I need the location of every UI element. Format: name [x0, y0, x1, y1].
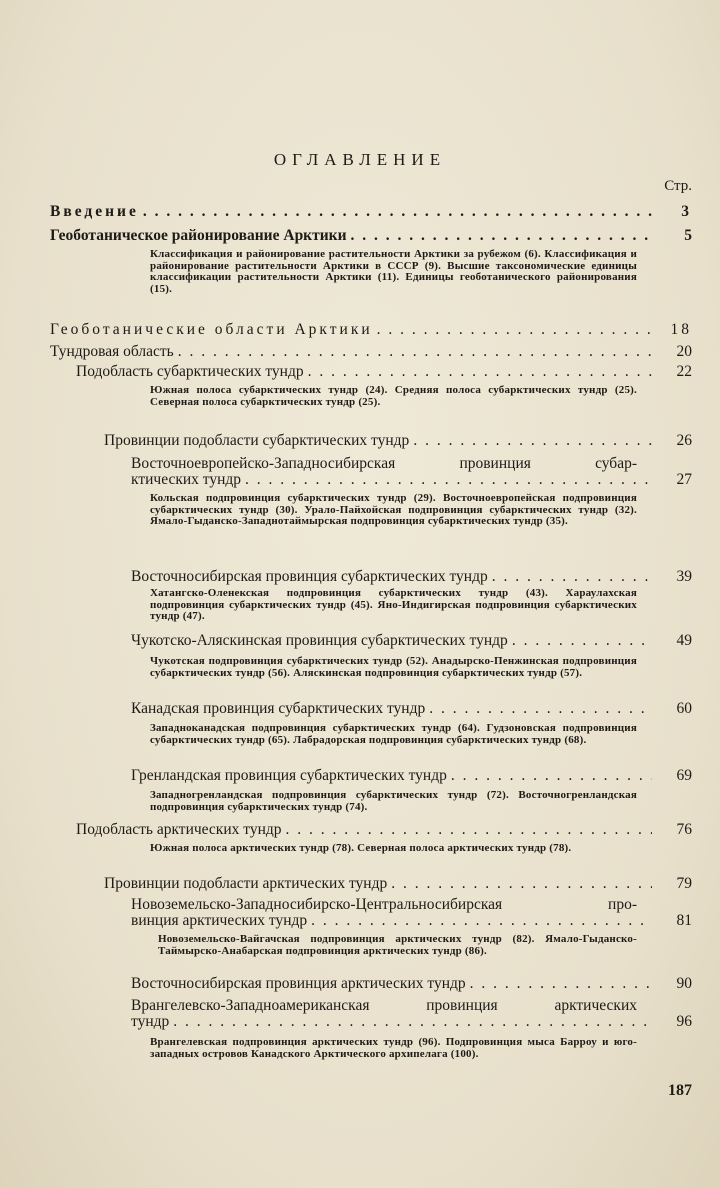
- entry-page: 5: [684, 227, 692, 244]
- entry-title: Геоботаническое районирование Арктики: [50, 227, 347, 244]
- entry-title-line: Новоземельско-Западносибирско-Центральносибирская про-: [131, 896, 637, 913]
- page-title: ОГЛАВЛЕНИЕ: [273, 150, 447, 169]
- dot-leader: [178, 343, 652, 361]
- entry-page: 26: [676, 432, 692, 449]
- entry-description: Западноканадская подпровинция субарктических тундр (64). Гудзоновская подпровинция субарктических тундр (65). Лабрадорская подпровинция субарктических тундр (68).: [150, 722, 637, 746]
- toc-entry[interactable]: [131, 1013, 692, 1031]
- entry-title: Канадская провинция субарктических тундр: [131, 700, 426, 717]
- entry-page: 22: [676, 363, 692, 380]
- entry-page: 39: [676, 568, 692, 585]
- entry-page: 20: [676, 343, 692, 360]
- dot-leader: [245, 471, 652, 489]
- entry-page: 96: [676, 1013, 692, 1030]
- dot-leader: [143, 203, 652, 221]
- entry-title: Гренландская провинция субарктических тундр: [131, 767, 447, 784]
- entry-title: Подобласть арктических тундр: [76, 821, 282, 838]
- entry-title: Восточносибирская провинция арктических тундр: [131, 975, 466, 992]
- dot-leader: [413, 432, 652, 450]
- toc-entry[interactable]: [104, 875, 692, 893]
- entry-title-line: Врангелевско-Западноамериканская провинция арктических: [131, 997, 637, 1014]
- toc-entry[interactable]: [131, 471, 692, 489]
- entry-title: Подобласть субарктических тундр: [76, 363, 304, 380]
- toc-entry[interactable]: [50, 227, 692, 245]
- entry-page: 27: [676, 471, 692, 488]
- entry-page: 79: [676, 875, 692, 892]
- entry-title: Геоботанические области Арктики: [50, 321, 373, 338]
- dot-leader: [391, 875, 652, 893]
- toc-entry[interactable]: [131, 632, 692, 650]
- entry-title: винция арктических тундр: [131, 912, 308, 929]
- page-number: 187: [668, 1082, 692, 1099]
- dot-leader: [512, 632, 652, 650]
- entry-title: Провинции подобласти субарктических тундр: [104, 432, 410, 449]
- entry-page: 49: [676, 632, 692, 649]
- toc-entry[interactable]: [131, 912, 692, 930]
- dot-leader: [351, 227, 652, 245]
- entry-description: Южная полоса субарктических тундр (24). Средняя полоса субарктических тундр (25). Северная полоса субарктических тундр (25).: [150, 384, 637, 408]
- entry-page: 81: [676, 912, 692, 929]
- entry-page: 60: [676, 700, 692, 717]
- entry-title: Чукотско-Аляскинская провинция субарктических тундр: [131, 632, 508, 649]
- entry-page: 18: [670, 321, 692, 338]
- page-column-label: Стр.: [664, 178, 692, 194]
- dot-leader: [377, 321, 652, 339]
- toc-entry[interactable]: [50, 321, 692, 339]
- dot-leader: [308, 363, 652, 381]
- entry-page: 69: [676, 767, 692, 784]
- dot-leader: [451, 767, 652, 785]
- toc-entry[interactable]: [131, 767, 692, 785]
- entry-title-line: Восточноевропейско-Западносибирская провинция субар-: [131, 455, 637, 472]
- entry-title: Восточносибирская провинция субарктических тундр: [131, 568, 488, 585]
- toc-entry[interactable]: [50, 203, 692, 221]
- entry-title: тундр: [131, 1013, 170, 1030]
- entry-description: Чукотская подпровинция субарктических тундр (52). Анадырско-Пенжинская подпровинция субарктических тундр (56). Аляскинская подпровинция субарктических тундр (57).: [150, 655, 637, 679]
- dot-leader: [286, 821, 652, 839]
- entry-title: Тундровая область: [50, 343, 174, 360]
- dot-leader: [173, 1013, 652, 1031]
- entry-title: ктических тундр: [131, 471, 242, 488]
- toc-entry[interactable]: [131, 975, 692, 993]
- entry-description: Западногренландская подпровинция субарктических тундр (72). Восточногренландская подпровинция субарктических тундр (74).: [150, 789, 637, 813]
- toc-entry[interactable]: [131, 568, 692, 586]
- toc-entry[interactable]: [131, 700, 692, 718]
- dot-leader: [470, 975, 652, 993]
- entry-description: Новоземельско-Вайгачская подпровинция арктических тундр (82). Ямало-Гыданско-Таймырско-Анабарская подпровинция арктических тундр (86).: [158, 933, 637, 957]
- toc-entry[interactable]: [50, 343, 692, 361]
- dot-leader: [311, 912, 652, 930]
- entry-description: Южная полоса арктических тундр (78). Северная полоса арктических тундр (78).: [150, 842, 572, 854]
- entry-page: 3: [681, 203, 692, 220]
- entry-title: Провинции подобласти арктических тундр: [104, 875, 388, 892]
- dot-leader: [429, 700, 652, 718]
- dot-leader: [492, 568, 652, 586]
- entry-page: 90: [676, 975, 692, 992]
- entry-description: Кольская подпровинция субарктических тундр (29). Восточноевропейская подпровинция субарктических тундр (30). Урало-Пайхойская подпровинция субарктических тундр (32). Ямало-Гыданско-Западнотаймырская подпровинция субарктических тундр (35).: [150, 492, 637, 527]
- entry-page: 76: [676, 821, 692, 838]
- entry-description: Хатангско-Оленекская подпровинция субарктических тундр (43). Хараулахская подпровинция субарктических тундр (45). Яно-Индигирская подпровинция субарктических тундр (47).: [150, 587, 637, 622]
- toc-entry[interactable]: [104, 432, 692, 450]
- toc-entry[interactable]: [76, 363, 692, 381]
- toc-entry[interactable]: [76, 821, 692, 839]
- entry-title: Введение: [50, 203, 139, 220]
- entry-description: Классификация и районирование растительности Арктики за рубежом (6). Классификация и районирование растительности Арктики в СССР (9). Высшие таксономические единицы классификации растительности Арктики (11). Единицы геоботанического районирования (15).: [150, 248, 637, 295]
- entry-description: Врангелевская подпровинция арктических тундр (96). Подпровинция мыса Барроу и юго-западных островов Канадского Арктического архипелага (100).: [150, 1036, 637, 1060]
